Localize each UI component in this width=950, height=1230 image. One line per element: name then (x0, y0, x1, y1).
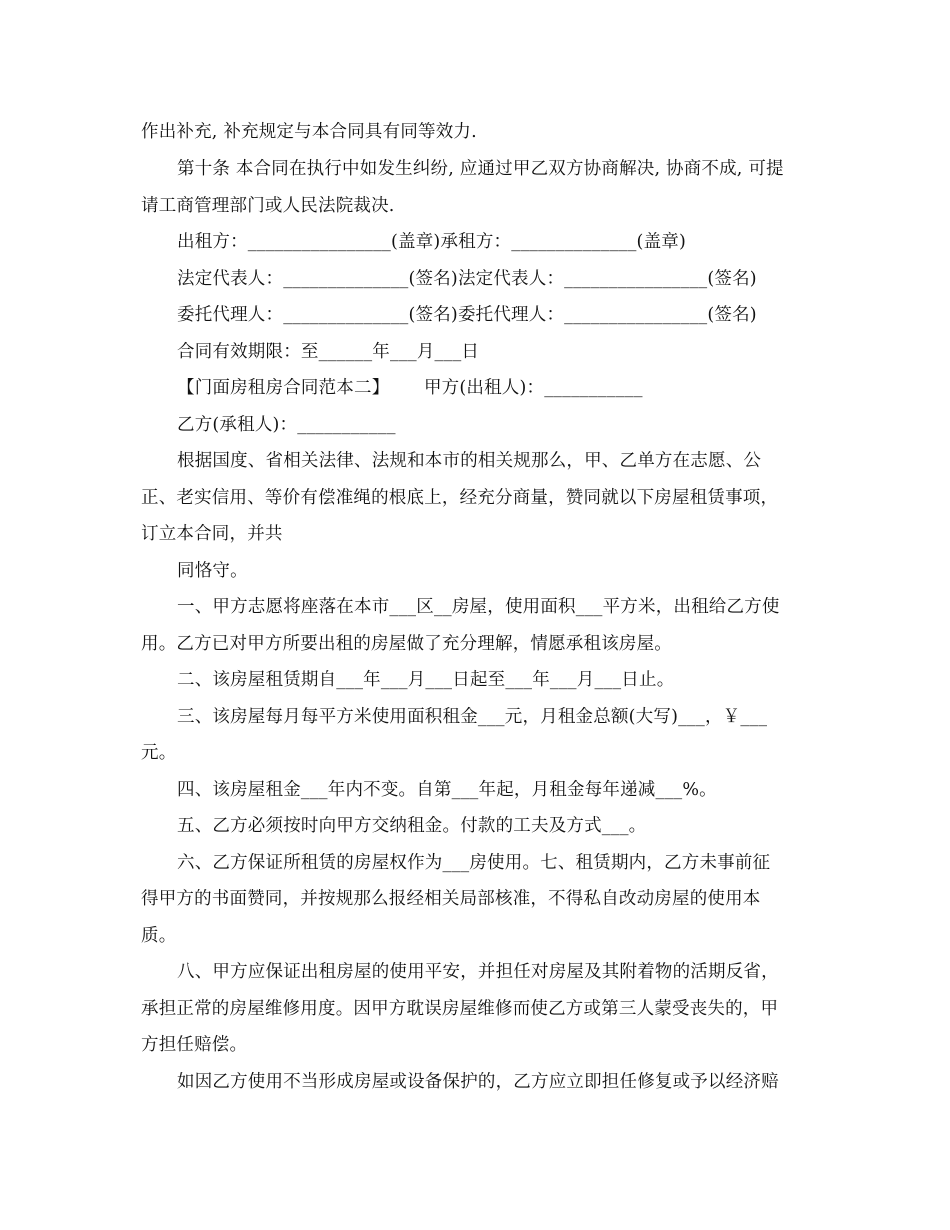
text-line: 二、该房屋租赁期自___年___月___日起至___年___月___日止。 (177, 670, 675, 690)
text-line: 用。乙方已对甲方所要出租的房屋做了充分理解，情愿承租该房屋。 (141, 634, 672, 654)
text-line: 六、乙方保证所租赁的房屋权作为___房使用。七、租赁期内，乙方未事前征 (177, 853, 771, 873)
text-line: 请工商管理部门或人民法院裁决. (141, 196, 395, 216)
text-line: 元。 (141, 743, 177, 763)
text-line: 正、老实信用、等价有偿准绳的根底上，经充分商量，赞同就以下房屋租赁事项， (141, 488, 779, 508)
signature-line-lessor: 出租方：________________(盖章)承租方：______________(盖章) (177, 232, 687, 252)
section-heading: 【门面房租房合同范本二】 甲方(出租人)：___________ (177, 378, 643, 398)
text-line: 同恪守。 (177, 561, 248, 581)
text-line: 五、乙方必须按时向甲方交纳租金。付款的工夫及方式___。 (177, 816, 647, 836)
text-line: 一、甲方志愿将座落在本市___区__房屋，使用面积___平方米，出租给乙方使 (177, 597, 780, 617)
signature-line-legal-rep: 法定代表人：______________(签名)法定代表人：________________(签名) (177, 269, 757, 289)
text-line: 质。 (141, 926, 177, 946)
text-line: 三、该房屋每月每平方米使用面积租金___元，月租金总额(大写)___，￥___ (177, 707, 768, 727)
text-line: 乙方(承租人)：___________ (177, 415, 396, 435)
text-line: 如因乙方使用不当形成房屋或设备保护的，乙方应立即担任修复或予以经济赔 (177, 1072, 779, 1092)
validity-period-line: 合同有效期限：至______年___月___日 (177, 342, 480, 362)
text-line: 得甲方的书面赞同，并按规那么报经相关局部核准，不得私自改动房屋的使用本 (141, 889, 761, 909)
text-line: 根据国度、省相关法律、法规和本市的相关规那么，甲、乙单方在志愿、公 (177, 451, 762, 471)
text-line: 第十条 本合同在执行中如发生纠纷, 应通过甲乙双方协商解决, 协商不成, 可提 (177, 159, 784, 179)
text-line: 八、甲方应保证出租房屋的使用平安，并担任对房屋及其附着物的活期反省， (177, 962, 779, 982)
text-line: 订立本合同，并共 (141, 524, 283, 544)
text-line: 作出补充, 补充规定与本合同具有同等效力. (141, 122, 477, 142)
text-line: 承担正常的房屋维修用度。因甲方耽误房屋维修而使乙方或第三人蒙受丧失的，甲 (141, 999, 779, 1019)
signature-line-agent: 委托代理人：______________(签名)委托代理人：________________(签名) (177, 305, 757, 325)
text-line: 方担任赔偿。 (141, 1035, 248, 1055)
text-line: 四、该房屋租金___年内不变。自第___年起，月租金每年递减___%。 (177, 780, 717, 800)
